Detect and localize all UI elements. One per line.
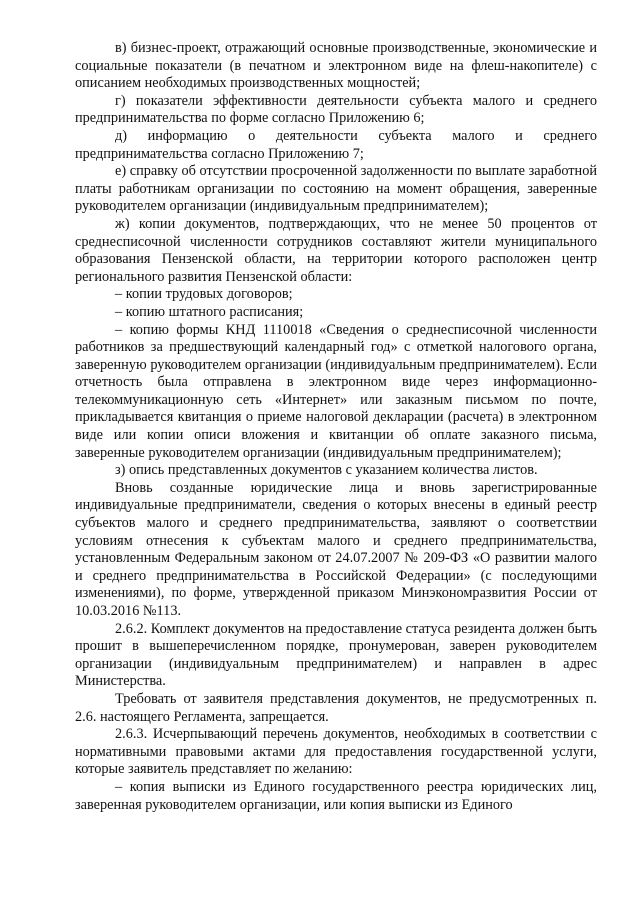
paragraph-item-z: з) опись представленных документов с указанием количества листов. — [115, 462, 538, 479]
document-page — [75, 40, 597, 814]
list-item-knd-form: – копию формы КНД 1110018 «Сведения о среднесписочной численности работников за предшествующий календарный год» с отметкой налогового органа, заверенную руководителем организации (индивидуальным предпринимателем). Если отчетность была отправлена в электронном виде через информационно-телекоммуникационную сеть «Интернет» или заказным письмом по почте, прикладывается квитанция о приеме налоговой декларации (расчета) в электронном виде или копии описи вложения и квитанции об оплате заказного письма, заверенные руководителем организации (индивидуальным предпринимателем); — [75, 321, 597, 461]
paragraph-item-zh: ж) копии документов, подтверждающих, что не менее 50 процентов от среднесписочной численности сотрудников составляют жители муниципального образования Пензенской области, на территории которого расположен центр регионального развития Пензенской области: — [75, 215, 597, 285]
paragraph-item-e: е) справку об отсутствии просроченной задолженности по выплате заработной платы работникам организации по состоянию на момент обращения, заверенные руководителем организации (индивидуальным предпринимателем); — [75, 163, 597, 215]
paragraph-item-d: д) информацию о деятельности субъекта малого и среднего предпринимательства согласно Приложению 7; — [75, 127, 597, 162]
paragraph-item-v: в) бизнес-проект, отражающий основные производственные, экономические и социальные показатели (в печатном и электронном виде на флеш-накопителе) с описанием необходимых производственных мощностей; — [75, 40, 597, 92]
list-item-staff-schedule: – копию штатного расписания; — [115, 303, 304, 320]
paragraph-2-6-3: 2.6.3. Исчерпывающий перечень документов, необходимых в соответствии с нормативными правовыми актами для предоставления государственной услуги, которые заявитель представляет по желанию: — [75, 726, 597, 778]
list-item-labor-contracts: – копии трудовых договоров; — [115, 286, 293, 303]
paragraph-item-g: г) показатели эффективности деятельности субъекта малого и среднего предпринимательства по форме согласно Приложению 6; — [75, 92, 597, 127]
list-item-egrul-extract: – копия выписки из Единого государственного реестра юридических лиц, заверенная руководителем организации, или копия выписки из Единого — [75, 778, 597, 813]
paragraph-prohibition: Требовать от заявителя представления документов, не предусмотренных п. 2.6. настоящего Регламента, запрещается. — [75, 690, 597, 725]
paragraph-2-6-2: 2.6.2. Комплект документов на предоставление статуса резидента должен быть прошит в вышеперечисленном порядке, пронумерован, заверен руководителем организации (индивидуальным предпринимателем) и направлен в адрес Министерства. — [75, 620, 597, 690]
paragraph-new-entities: Вновь созданные юридические лица и вновь зарегистрированные индивидуальные предприниматели, сведения о которых внесены в единый реестр субъектов малого и среднего предпринимательства, заявляют о соответствии условиям отнесения к субъектам малого и среднего предпринимательства, установленным Федеральным законом от 24.07.2007 № 209-ФЗ «О развитии малого и среднего предпринимательства в Российской Федерации» (с последующими изменениями), по форме, утвержденной приказом Минэкономразвития России от 10.03.2016 №113. — [75, 479, 597, 619]
